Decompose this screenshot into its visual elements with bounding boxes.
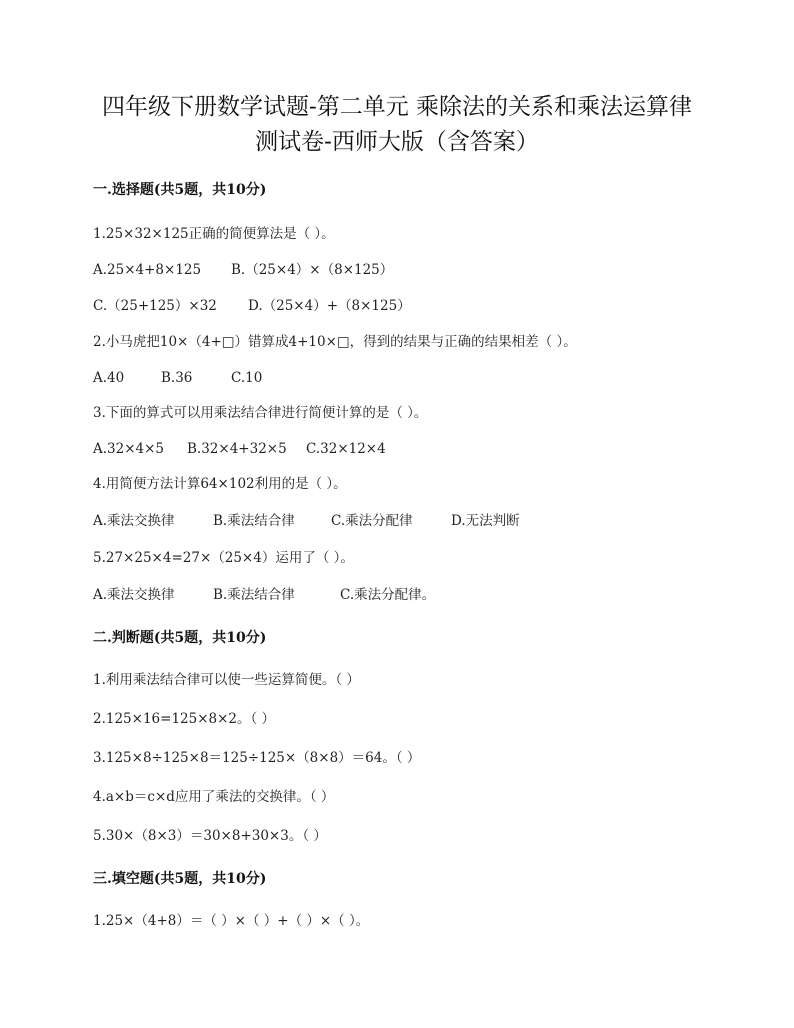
document-title-line-1: 四年级下册数学试题-第二单元 乘除法的关系和乘法运算律 <box>101 94 693 120</box>
option-b: B.36 <box>161 370 193 386</box>
option-c: C.乘法分配律。 <box>340 587 436 603</box>
document-title-line-2: 测试卷-西师大版（含答案） <box>255 129 539 155</box>
option-c: C.32×12×4 <box>306 441 386 457</box>
question-text: 3.下面的算式可以用乘法结合律进行简便计算的是（ ）。 <box>93 405 428 421</box>
option-a: A.25×4+8×125 <box>93 262 202 278</box>
question-text: 4.用简便方法计算64×102利用的是（ ）。 <box>93 476 347 492</box>
option-b: B.乘法结合律 <box>213 513 295 529</box>
option-b: B.（25×4）×（8×125） <box>231 262 394 278</box>
question-text: 2.小马虎把10×（4+□）错算成4+10×□，得到的结果与正确的结果相差（ ）。 <box>93 334 577 350</box>
question-text: 5.30×（8×3）＝30×8+30×3。（ ） <box>93 828 327 844</box>
option-a: A.32×4×5 <box>93 441 165 457</box>
question-text: 1.利用乘法结合律可以使一些运算简便。（ ） <box>93 672 360 688</box>
question-text: 3.125×8÷125×8＝125÷125×（8×8）＝64。（ ） <box>93 750 421 766</box>
option-c: C.乘法分配律 <box>331 513 413 529</box>
option-a: A.乘法交换律 <box>93 513 175 529</box>
question-text: 1.25×（4+8）＝（ ）×（ ）+（ ）×（ ）。 <box>93 913 370 929</box>
option-a: A.乘法交换律 <box>93 587 175 603</box>
option-a: A.40 <box>93 370 125 386</box>
section-heading-choice: 一.选择题(共5题，共10分) <box>93 182 267 198</box>
option-d: D.（25×4）+（8×125） <box>248 298 411 314</box>
option-c: C.10 <box>231 370 263 386</box>
question-text: 4.a×b＝c×d应用了乘法的交换律。（ ） <box>93 789 335 805</box>
option-b: B.乘法结合律 <box>213 587 295 603</box>
option-c: C.（25+125）×32 <box>93 298 217 314</box>
question-text: 2.125×16=125×8×2。（ ） <box>93 711 276 727</box>
option-b: B.32×4+32×5 <box>187 441 287 457</box>
option-d: D.无法判断 <box>451 513 520 529</box>
question-text: 1.25×32×125正确的简便算法是（ ）。 <box>93 226 335 242</box>
question-text: 5.27×25×4=27×（25×4）运用了（ ）。 <box>93 550 354 566</box>
section-heading-true-false: 二.判断题(共5题，共10分) <box>93 630 267 646</box>
section-heading-fill-blank: 三.填空题(共5题，共10分) <box>93 871 267 887</box>
